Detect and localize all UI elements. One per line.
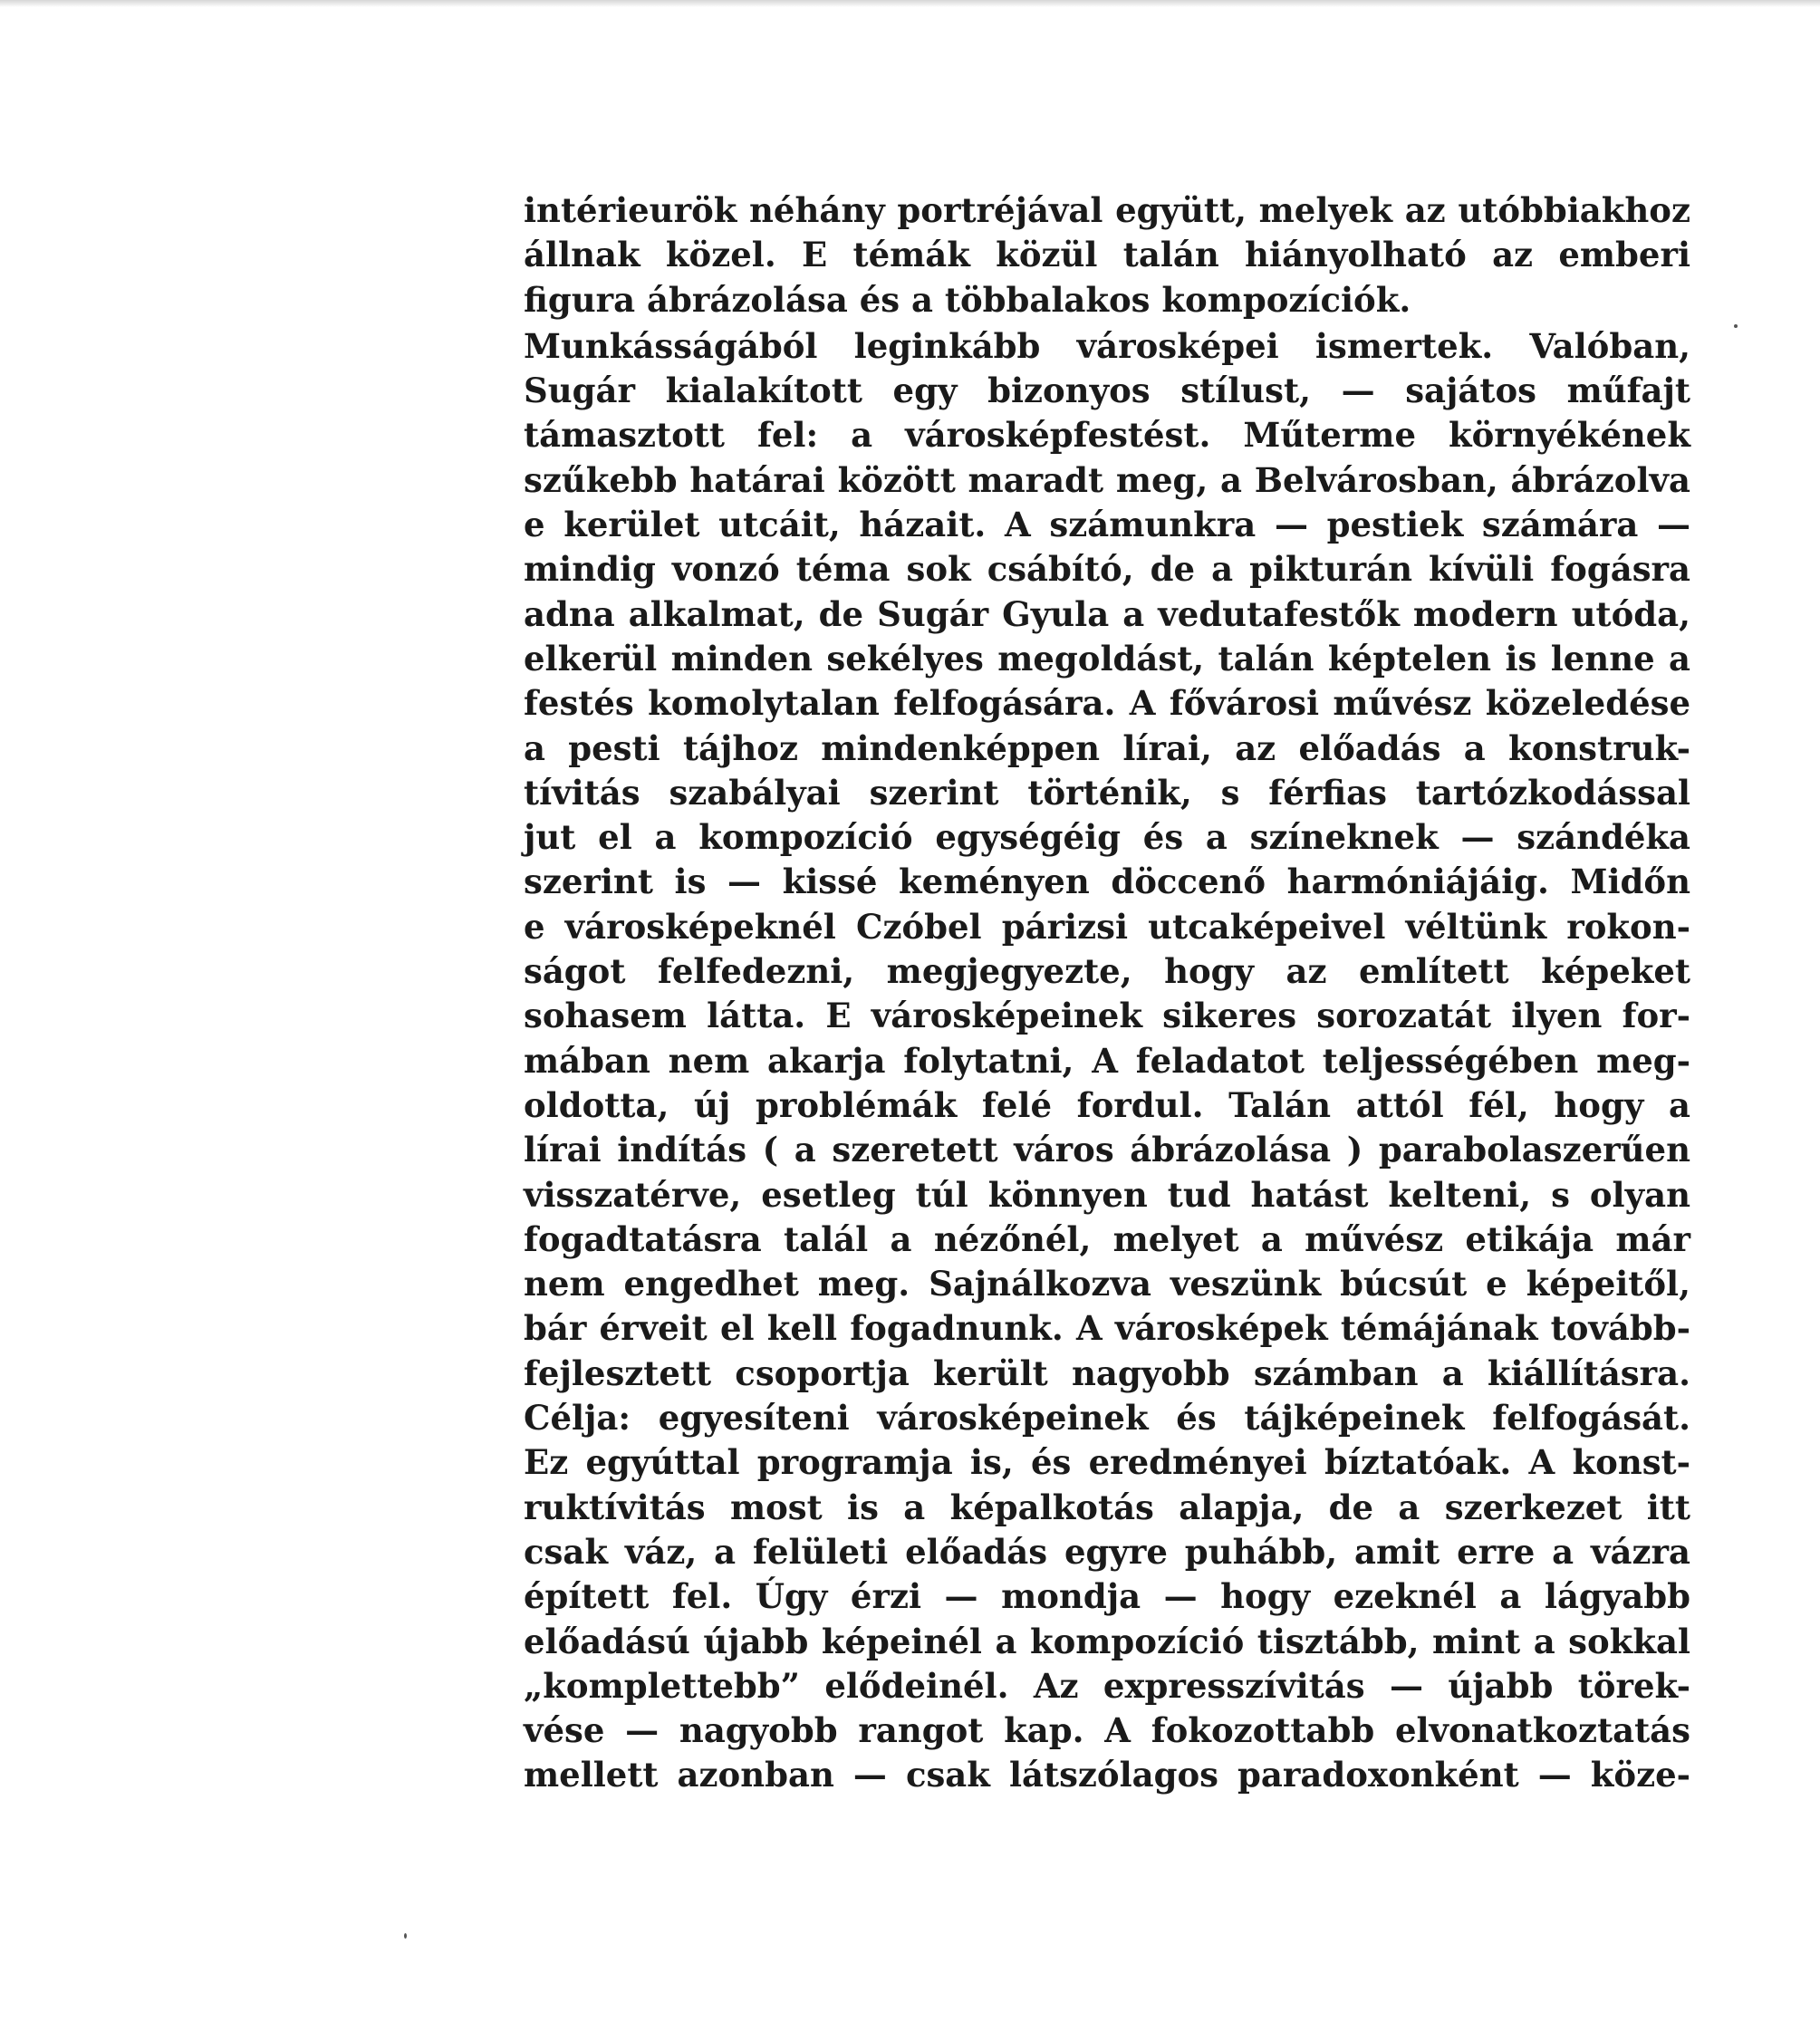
text-line: fejlesztett csoportja került nagyobb számban a kiállításra. [524, 1352, 1690, 1393]
page-top-edge [0, 0, 1820, 7]
text-line: csak váz, a felületi előadás egyre puhább, amit erre a vázra [524, 1531, 1690, 1572]
text-line: mindig vonzó téma sok csábító, de a pikturán kívüli fogásra [524, 549, 1690, 590]
text-line: elkerül minden sekélyes megoldást, talán képtelen is lenne a [524, 638, 1690, 679]
text-line: ságot felfedezni, megjegyezte, hogy az említett képeket [524, 951, 1690, 992]
text-line: szűkebb határai között maradt meg, a Belvárosban, ábrázolva [524, 459, 1690, 500]
text-line: a pesti tájhoz mindenképpen lírai, az előadás a konstruk- [524, 727, 1690, 768]
text-line: festés komolytalan felfogására. A fővárosi művész közeledése [524, 683, 1690, 724]
text-line: figura ábrázolása és a többalakos kompozíciók. [524, 279, 1411, 320]
text-line: e városképeknél Czóbel párizsi utcaképeivel véltünk rokon- [524, 906, 1690, 947]
text-line: állnak közel. E témák közül talán hiányolható az emberi [524, 235, 1690, 275]
text-line: sohasem látta. E városképeinek sikeres sorozatát ilyen for- [524, 996, 1690, 1036]
text-line: e kerület utcáit, házait. A számunkra — pestiek számára — [524, 505, 1690, 545]
text-line: vése — nagyobb rangot kap. A fokozottabb elvonatkoztatás [524, 1710, 1690, 1751]
text-line: mellett azonban — csak látszólagos paradoxonként — köze- [524, 1755, 1690, 1795]
text-line: Sugár kialakított egy bizonyos stílust, — sajátos műfajt [524, 371, 1690, 411]
text-line: adna alkalmat, de Sugár Gyula a vedutafestők modern utóda, [524, 593, 1690, 634]
text-line: jut el a kompozíció egységéig és a színeknek — szándéka [524, 817, 1690, 858]
text-line: visszatérve, esetleg túl könnyen tud hatást kelteni, s olyan [524, 1174, 1690, 1215]
text-line: épített fel. Úgy érzi — mondja — hogy ezeknél a lágyabb [524, 1576, 1690, 1617]
text-line: lírai indítás ( a szeretett város ábrázolása ) parabolaszerűen [524, 1130, 1690, 1170]
scan-speck [404, 1933, 407, 1939]
text-line: intérieurök néhány portréjával együtt, melyek az utóbbiakhoz [524, 190, 1690, 230]
scan-speck [1734, 324, 1738, 328]
text-line: tívitás szabályai szerint történik, s férfias tartózkodással [524, 772, 1690, 813]
body-text [524, 188, 1690, 1798]
text-line: támasztott fel: a városképfestést. Műterme környékének [524, 415, 1690, 456]
text-line: szerint is — kissé keményen döccenő harmóniájáig. Midőn [524, 861, 1690, 902]
text-line: előadású újabb képeinél a kompozíció tisztább, mint a sokkal [524, 1621, 1690, 1661]
text-line: fogadtatásra talál a nézőnél, melyet a művész etikája már [524, 1218, 1690, 1259]
text-line: mában nem akarja folytatni, A feladatot teljességében meg- [524, 1040, 1690, 1081]
text-line: ruktívitás most is a képalkotás alapja, de a szerkezet itt [524, 1487, 1690, 1527]
text-line: „komplettebb” elődeinél. Az expresszívitás — újabb törek- [524, 1665, 1690, 1706]
text-line: nem engedhet meg. Sajnálkozva veszünk búcsút e képeitől, [524, 1264, 1690, 1304]
paragraph-start-line: Munkásságából leginkább városképei ismertek. Valóban, [524, 325, 1690, 366]
text-line: bár érveit el kell fogadnunk. A városképek témájának tovább- [524, 1308, 1690, 1349]
text-line: Célja: egyesíteni városképeinek és tájképeinek felfogását. [524, 1398, 1690, 1439]
text-line: oldotta, új problémák felé fordul. Talán attól fél, hogy a [524, 1084, 1690, 1125]
text-line: Ez egyúttal programja is, és eredményei bíztatóak. A konst- [524, 1442, 1690, 1483]
